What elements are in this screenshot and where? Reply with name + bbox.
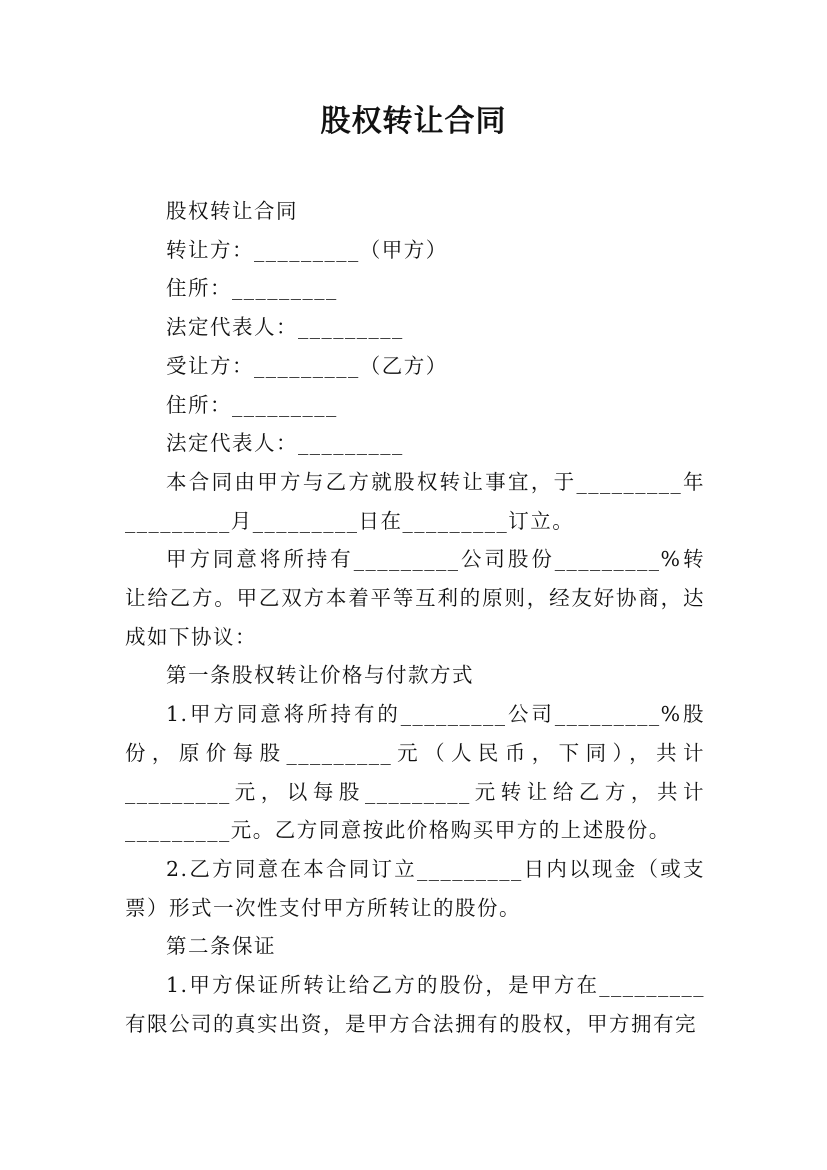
paragraph-transferee-address: 住所：_________ <box>166 392 338 417</box>
document-title: 股权转让合同 <box>320 104 507 139</box>
paragraph-heading: 股权转让合同 <box>166 199 298 223</box>
paragraph-article-two-heading: 第二条保证 <box>166 934 276 959</box>
paragraph-transferor: 转让方：_________（甲方） <box>166 237 448 262</box>
paragraph-transferor-representative: 法定代表人：_________ <box>166 315 404 340</box>
paragraph-article-two-clause-1: 1.甲方保证所转让给乙方的股份，是甲方在_________有限公司的真实出资，是甲方合法拥有的股权，甲方拥有完 <box>125 973 705 1036</box>
paragraph-article-one-clause-1: 1.甲方同意将所持有的_________公司_________%股份，原价每股_________元（人民币，下同），共计_________元，以每股_________元转让给乙方，共计_________元。乙方同意按此价格购买甲方的上述股份。 <box>125 702 705 843</box>
paragraph-contract-date: 本合同由甲方与乙方就股权转让事宜，于_________年_________月_________日在_________订立。 <box>125 469 705 533</box>
paragraph-article-one-heading: 第一条股权转让价格与付款方式 <box>166 663 474 688</box>
paragraph-transferee-representative: 法定代表人：_________ <box>166 431 404 456</box>
paragraph-article-one-clause-2: 2.乙方同意在本合同订立_________日内以现金（或支票）形式一次性支付甲方所转让的股份。 <box>125 856 705 920</box>
paragraph-transferor-address: 住所：_________ <box>166 276 338 301</box>
document-body <box>125 192 705 1043</box>
paragraph-transferee: 受让方：_________（乙方） <box>166 353 448 378</box>
paragraph-agreement-intro: 甲方同意将所持有_________公司股份_________%转让给乙方。甲乙双方本着平等互利的原则，经友好协商，达成如下协议： <box>125 547 705 649</box>
